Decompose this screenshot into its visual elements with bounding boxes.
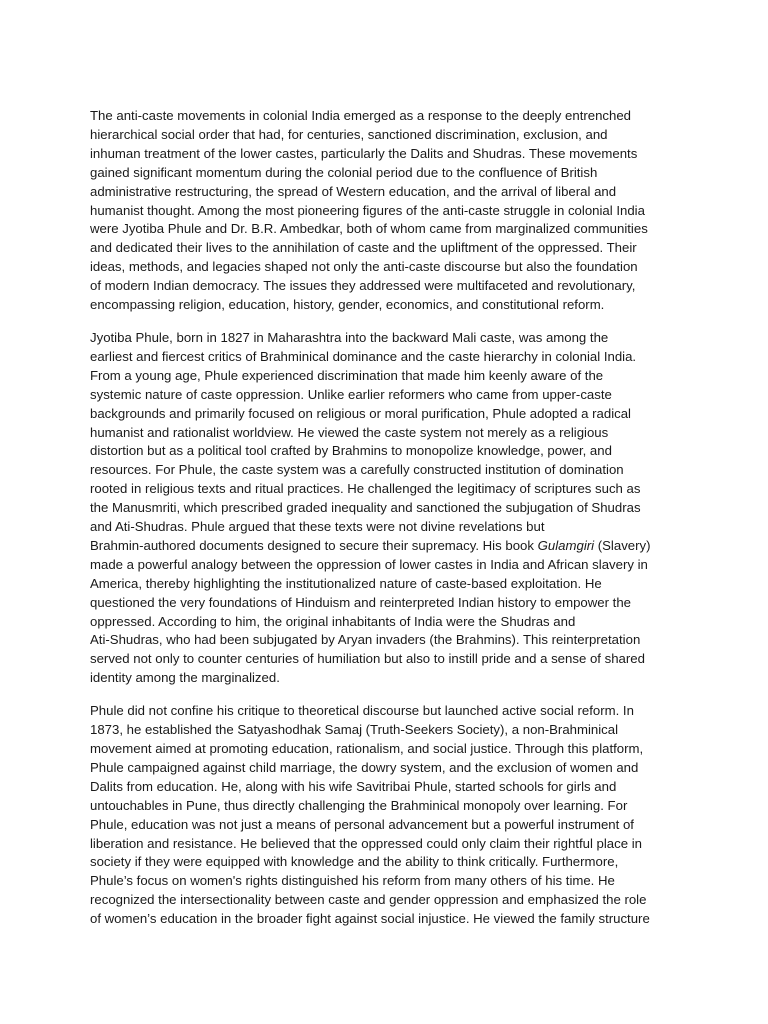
text-line [90,348,680,367]
text-line [90,405,680,424]
text-segment: questioned the very foundations of Hinduism and reinterpreted Indian history to empower the [90,594,632,610]
text-segment: of women’s education in the broader fight against social injustice. He viewed the family structure [90,911,650,927]
text-line [90,537,680,556]
text-segment: Brahmin-authored documents designed to secure their supremacy. His book [90,537,538,553]
text-line [90,277,680,296]
paragraph [90,702,680,929]
text-segment: untouchables in Pune, thus directly challenging the Brahminical monopoly over learning. For [90,797,628,813]
text-line [90,797,680,816]
text-line [90,239,680,258]
text-segment: humanist thought. Among the most pioneering figures of the anti-caste struggle in colonial India [90,202,645,218]
text-line [90,575,680,594]
text-segment: rooted in religious texts and ritual practices. He challenged the legitimacy of scriptures such as [90,481,641,497]
text-line [90,613,680,632]
document-page [90,107,680,943]
text-line [90,721,680,740]
text-line [90,499,680,518]
text-line [90,759,680,778]
text-line [90,778,680,797]
text-segment: administrative restructuring, the spread of Western education, and the arrival of liberal and [90,183,617,199]
text-segment: made a powerful analogy between the oppression of lower castes in India and African slavery in [90,556,648,572]
text-line [90,386,680,405]
text-segment: Phule’s focus on women's rights distinguished his reform from many others of his time. He [90,873,615,889]
text-line [90,296,680,315]
text-segment: and Ati-Shudras. Phule argued that these texts were not divine revelations but [90,519,545,535]
text-line [90,910,680,929]
text-line [90,220,680,239]
text-segment: and dedicated their lives to the annihilation of caste and the upliftment of the oppressed. Their [90,240,637,256]
paragraph [90,329,680,688]
text-line [90,258,680,277]
text-segment: Phule did not confine his critique to theoretical discourse but launched active social reform. In [90,703,634,719]
text-segment: Phule, education was not just a means of personal advancement but a powerful instrument of [90,816,634,832]
paragraph [90,107,680,315]
text-line [90,518,680,537]
text-segment: movement aimed at promoting education, rationalism, and social justice. Through this platform, [90,741,644,756]
book-title: Gulamgiri [537,537,595,553]
text-line [90,740,680,759]
text-line [90,424,680,443]
text-segment: humanist and rationalist worldview. He viewed the caste system not merely as a religious [90,424,609,440]
text-segment: recognized the intersectionality between caste and gender oppression and emphasized the role [90,892,647,908]
text-segment: of modern Indian democracy. The issues they addressed were multifaceted and revolutionary, [90,278,636,294]
text-segment: Ati-Shudras, who had been subjugated by Aryan invaders (the Brahmins). This reinterpretation [90,632,641,648]
text-segment: The anti-caste movements in colonial India emerged as a response to the deeply entrenched [90,108,632,123]
text-line [90,107,680,126]
text-segment: inhuman treatment of the lower castes, particularly the Dalits and Shudras. These movements [90,145,638,161]
text-line [90,891,680,910]
text-segment: Jyotiba Phule, born in 1827 in Maharashtra into the backward Mali caste, was among the [90,329,609,345]
text-segment: gained significant momentum during the colonial period due to the confluence of British [90,164,598,180]
text-line [90,816,680,835]
text-line [90,853,680,872]
text-segment: identity among the marginalized. [90,670,280,686]
text-line [90,480,680,499]
text-segment: (Slavery) [594,537,651,553]
text-segment: the Manusmriti, which prescribed graded inequality and sanctioned the subjugation of Shudras [90,500,641,516]
text-line [90,669,680,688]
text-segment: hierarchical social order that had, for centuries, sanctioned discrimination, exclusion, and [90,126,608,142]
text-segment: Dalits from education. He, along with his wife Savitribai Phule, started schools for girls and [90,778,617,794]
text-segment: America, thereby highlighting the institutionalized nature of caste-based exploitation. He [90,575,602,591]
text-segment: systemic nature of caste oppression. Unlike earlier reformers who came from upper-caste [90,386,612,402]
text-line [90,594,680,613]
text-line [90,461,680,480]
text-line [90,442,680,461]
text-line [90,650,680,669]
text-segment: liberation and resistance. He believed that the oppressed could only claim their rightful place in [90,835,642,851]
text-line [90,145,680,164]
text-segment: encompassing religion, education, history, gender, economics, and constitutional reform. [90,297,605,313]
text-segment: resources. For Phule, the caste system was a carefully constructed institution of domination [90,462,624,478]
text-segment: ideas, methods, and legacies shaped not only the anti-caste discourse but also the foundation [90,259,638,275]
text-line [90,126,680,145]
text-segment: backgrounds and primarily focused on religious or moral purification, Phule adopted a radical [90,405,631,421]
text-line [90,835,680,854]
text-segment: From a young age, Phule experienced discrimination that made him keenly aware of the [90,367,604,383]
text-segment: Phule campaigned against child marriage, the dowry system, and the exclusion of women and [90,759,639,775]
text-segment: earliest and fiercest critics of Brahminical dominance and the caste hierarchy in colonial India. [90,348,637,364]
text-line [90,631,680,650]
text-line [90,872,680,891]
text-line [90,367,680,386]
text-line [90,556,680,575]
text-segment: distortion but as a political tool crafted by Brahmins to monopolize knowledge, power, and [90,443,612,459]
text-segment: served not only to counter centuries of humiliation but also to instill pride and a sense of shared [90,651,645,667]
text-line [90,164,680,183]
text-segment: 1873, he established the Satyashodhak Samaj (Truth-Seekers Society), a non-Brahminical [90,722,619,738]
text-line [90,183,680,202]
text-line [90,329,680,348]
text-segment: were Jyotiba Phule and Dr. B.R. Ambedkar, both of whom came from marginalized communities [90,221,648,237]
text-line [90,702,680,721]
text-line [90,202,680,221]
text-segment: oppressed. According to him, the original inhabitants of India were the Shudras and [90,613,576,629]
text-segment: society if they were equipped with knowledge and the ability to think critically. Furthermore, [90,854,619,870]
